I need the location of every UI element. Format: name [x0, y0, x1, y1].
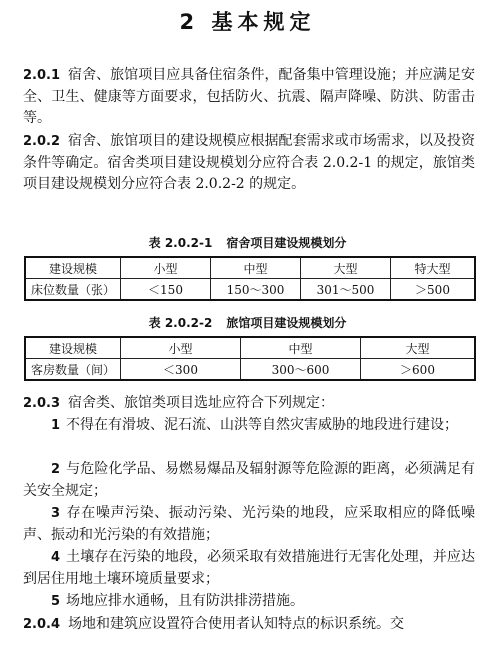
table-header-cell: 大型	[361, 337, 476, 359]
list-item	[23, 591, 475, 613]
table-header-cell: 小型	[121, 257, 211, 279]
table-caption-number: 表 2.0.2-1	[148, 236, 213, 250]
table-cell: ＞600	[361, 359, 476, 381]
table-cell: 150～300	[211, 279, 301, 301]
list-item	[23, 503, 475, 546]
list-item-text: 不得在有滑坡、泥石流、山洪等自然灾害威胁的地段进行建设；	[66, 417, 459, 433]
table-header-cell: 建设规模	[25, 337, 121, 359]
list-item-text: 土壤存在污染的地段，必须采取有效措施进行无害化处理，并应达到居住用地土壤环境质量要求；	[23, 549, 475, 587]
clause-text: 宿舍、旅馆项目应具备住宿条件，配备集中管理设施；并应满足安全、卫生、健康等方面要求，包括防火、抗震、隔声降噪、防洪、防雷击等。	[23, 67, 475, 127]
list-item-number: 3	[51, 506, 61, 521]
clause-number: 2.0.4	[23, 617, 61, 632]
clause-text: 宿舍类、旅馆类项目选址应符合下列规定：	[68, 395, 335, 411]
list-item-text: 与危险化学品、易燃易爆品及辐射源等危险源的距离，必须满足有关安全规定；	[23, 461, 475, 499]
table-header-cell: 建设规模	[25, 257, 121, 279]
list-item	[23, 547, 475, 590]
table-cell: ＜150	[121, 279, 211, 301]
list-item-number: 2	[51, 462, 61, 477]
table-header-cell: 小型	[121, 337, 241, 359]
list-item-text: 场地应排水通畅，且有防洪排涝措施。	[66, 593, 305, 609]
table-caption	[0, 314, 495, 331]
hotel-scale-table	[24, 336, 476, 381]
table-cell: ＜300	[121, 359, 241, 381]
clause-2-0-1	[23, 65, 475, 130]
clause-number: 2.0.2	[23, 134, 61, 149]
table-caption-text: 旅馆项目建设规模划分	[226, 316, 347, 330]
table-cell: 300～600	[241, 359, 361, 381]
list-item-number: 4	[51, 550, 61, 565]
table-header-cell: 中型	[211, 257, 301, 279]
list-item-text: 存在噪声污染、振动污染、光污染的地段，应采取相应的降低噪声、振动和光污染的有效措施；	[23, 505, 475, 543]
table-header-row	[25, 337, 475, 359]
list-item	[23, 459, 475, 502]
clause-2-0-4	[23, 614, 475, 636]
table-row	[25, 279, 475, 301]
table-header-cell: 大型	[301, 257, 391, 279]
list-item-number: 5	[51, 594, 61, 609]
table-cell: ＞500	[391, 279, 476, 301]
clause-text: 场地和建筑应设置符合使用者认知特点的标识系统。交	[68, 616, 405, 632]
clause-2-0-3	[23, 393, 475, 415]
table-header-cell: 中型	[241, 337, 361, 359]
clause-2-0-2	[23, 131, 475, 196]
table-caption	[0, 234, 495, 251]
list-item	[23, 415, 475, 437]
clause-text: 宿舍、旅馆项目的建设规模应根据配套需求或市场需求，以及投资条件等确定。宿舍类项目建设规模划分应符合表 2.0.2-1 的规定，旅馆类项目建设规模划分应符合表 2.0.2-2 的规定。	[23, 133, 475, 193]
table-header-row	[25, 257, 475, 279]
table-header-cell: 特大型	[391, 257, 476, 279]
table-cell: 301～500	[301, 279, 391, 301]
clause-number: 2.0.1	[23, 68, 61, 83]
clause-number: 2.0.3	[23, 396, 61, 411]
table-cell: 客房数量（间）	[25, 359, 121, 381]
table-cell: 床位数量（张）	[25, 279, 121, 301]
table-caption-text: 宿舍项目建设规模划分	[226, 236, 347, 250]
dormitory-scale-table	[24, 256, 476, 301]
list-item-number: 1	[51, 418, 61, 433]
chapter-title: 2 基本规定	[179, 10, 316, 34]
table-row	[25, 359, 475, 381]
table-caption-number: 表 2.0.2-2	[148, 316, 213, 330]
